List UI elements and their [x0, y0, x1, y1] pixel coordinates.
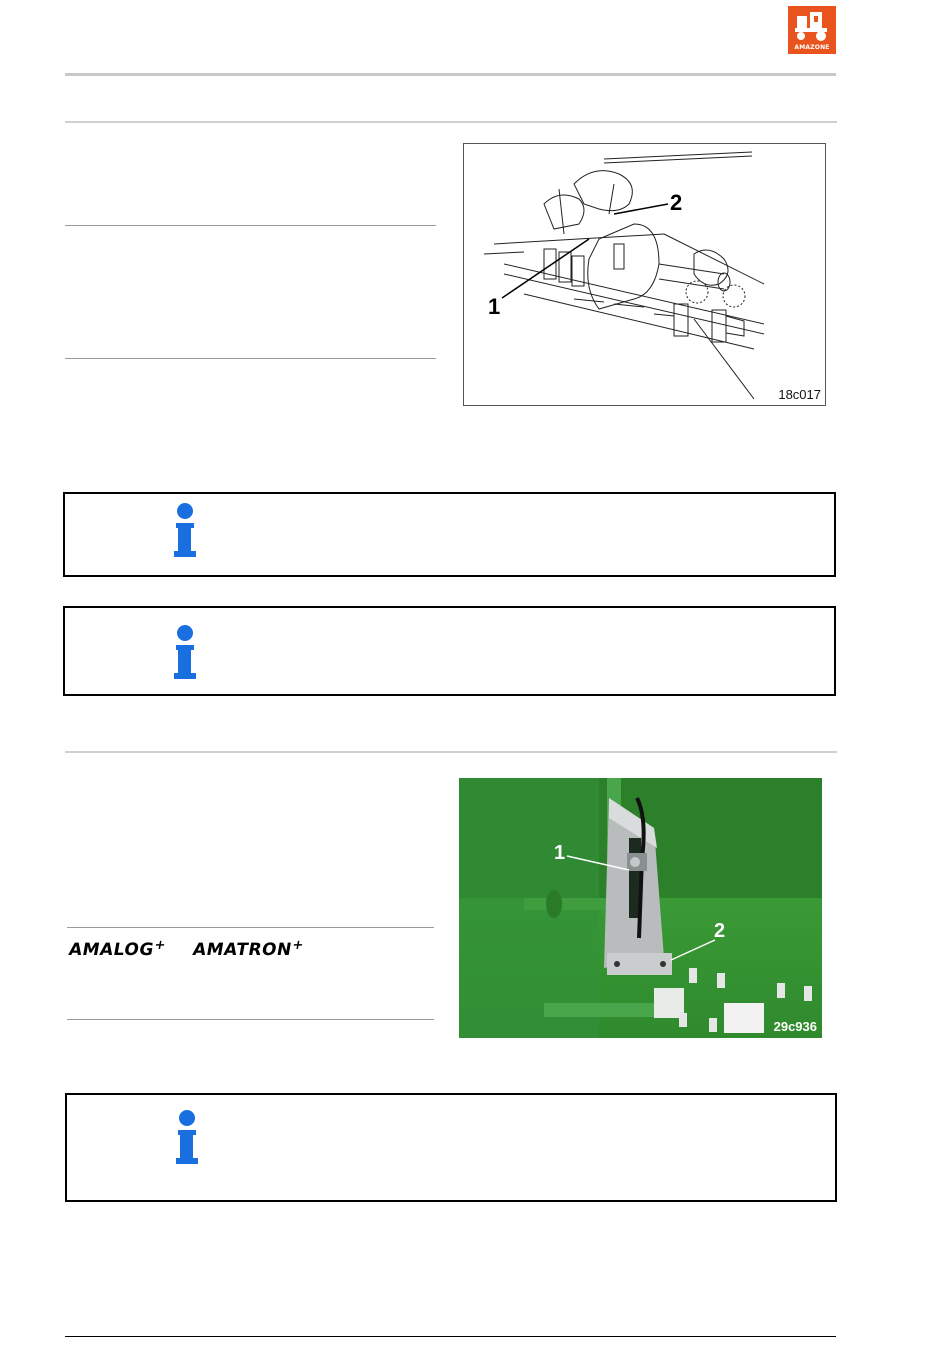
info-note-2	[63, 606, 836, 696]
info-icon	[170, 624, 200, 680]
logo-text: AMAZONE	[794, 44, 830, 51]
section-rule-1	[65, 121, 837, 123]
amatron-brand: AMATRON+	[191, 938, 306, 960]
figure-29c936	[459, 778, 822, 1038]
text-rule-2	[65, 358, 436, 359]
metering-unit-drawing	[464, 144, 825, 405]
info-note-3	[65, 1093, 837, 1202]
text-rule-1	[65, 225, 436, 226]
text-rule-3	[67, 927, 434, 928]
info-icon	[172, 1109, 202, 1165]
figure-18c017	[463, 143, 826, 406]
figure-id: 29c936	[773, 1019, 817, 1034]
section-rule-2	[65, 751, 837, 753]
callout-1: 1	[488, 294, 501, 319]
amalog-brand: AMALOG+	[67, 938, 168, 960]
callout-1: 1	[554, 842, 566, 864]
footer-rule	[65, 1336, 836, 1337]
callout-2: 2	[714, 920, 726, 942]
text-rule-4	[67, 1019, 434, 1020]
sensor-photo	[459, 778, 822, 1038]
info-icon	[170, 502, 200, 558]
info-note-1	[63, 492, 836, 577]
amazone-logo	[788, 6, 836, 54]
amazone-logo-mark	[788, 6, 836, 46]
figure-id: 18c017	[778, 387, 821, 402]
callout-2: 2	[670, 190, 683, 215]
header-rule	[65, 73, 836, 76]
